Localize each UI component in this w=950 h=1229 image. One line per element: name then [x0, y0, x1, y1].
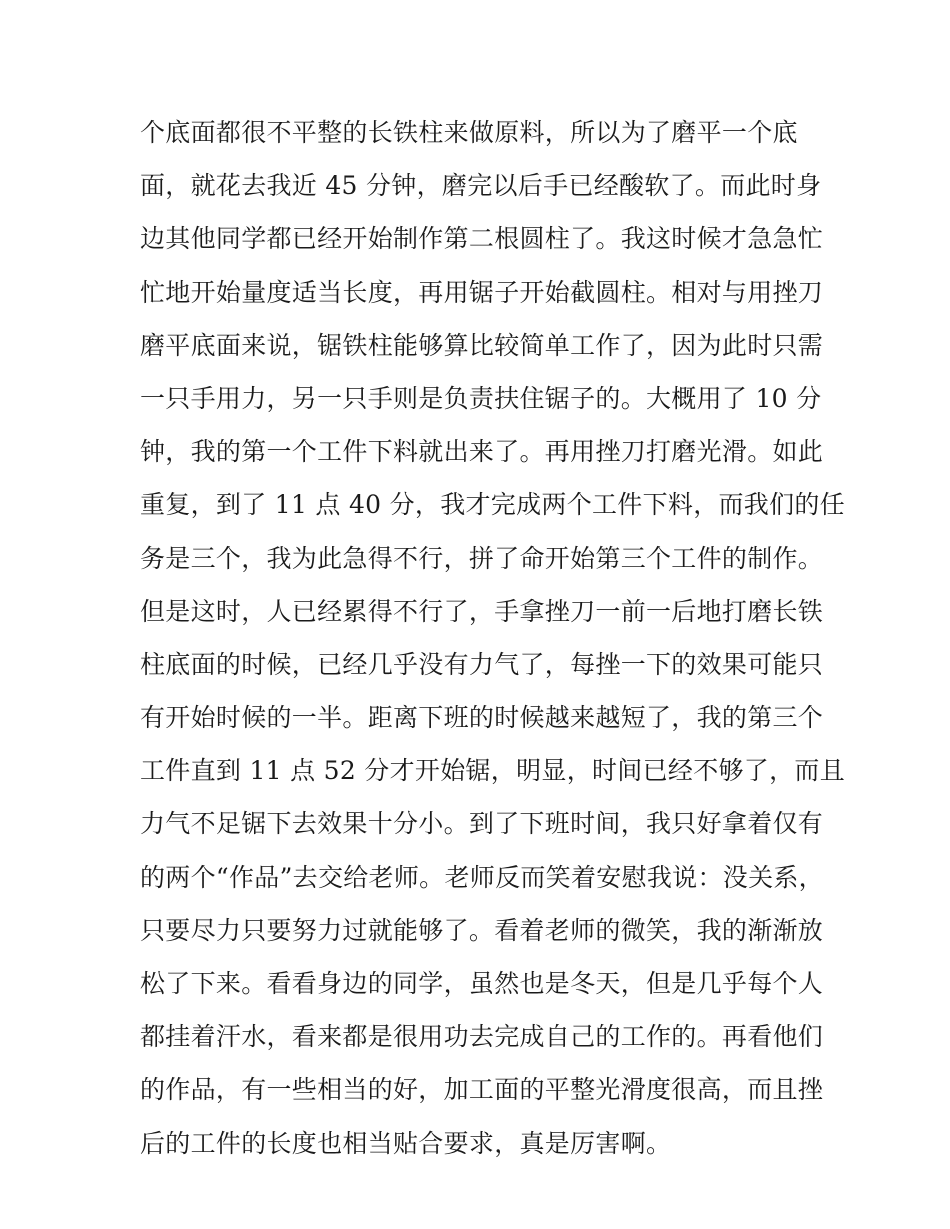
- text-line-8: 重复，到了 11 点 40 分，我才完成两个工件下料，而我们的任: [140, 490, 846, 520]
- text-line-4: 忙地开始量度适当长度，再用锯子开始截圆柱。相对与用挫刀: [140, 277, 824, 307]
- body-paragraph: [140, 106, 846, 1170]
- text-line-6: 一只手用力，另一只手则是负责扶住锯子的。大概用了 10 分: [140, 383, 822, 413]
- text-line-17: 松了下来。看看身边的同学，虽然也是冬天，但是几乎每个人: [140, 969, 824, 998]
- text-line-16: 只要尽力只要努力过就能够了。看着老师的微笑，我的渐渐放: [140, 915, 824, 945]
- text-line-11: 柱底面的时候，已经几乎没有力气了，每挫一下的效果可能只: [140, 649, 824, 679]
- text-line-3: 边其他同学都已经开始制作第二根圆柱了。我这时候才急急忙: [140, 224, 824, 254]
- text-line-15: 的两个“作品”去交给老师。老师反而笑着安慰我说：没关系，: [140, 862, 824, 892]
- text-line-18: 都挂着汗水，看来都是很用功去完成自己的工作的。再看他们: [140, 1022, 824, 1052]
- text-line-1: 个底面都很不平整的长铁柱来做原料，所以为了磨平一个底: [140, 118, 798, 147]
- text-line-9: 务是三个，我为此急得不行，拼了命开始第三个工件的制作。: [140, 543, 824, 573]
- text-line-14: 力气不足锯下去效果十分小。到了下班时间，我只好拿着仅有: [140, 809, 824, 839]
- text-line-13: 工件直到 11 点 52 分才开始锯，明显，时间已经不够了，而且: [140, 756, 846, 786]
- text-line-20: 后的工件的长度也相当贴合要求，真是厉害啊。: [140, 1128, 672, 1158]
- text-line-19: 的作品，有一些相当的好，加工面的平整光滑度很高，而且挫: [140, 1075, 824, 1105]
- text-line-2: 面，就花去我近 45 分钟，磨完以后手已经酸软了。而此时身: [140, 171, 822, 201]
- text-line-5: 磨平底面来说，锯铁柱能够算比较简单工作了，因为此时只需: [140, 330, 824, 360]
- text-line-7: 钟，我的第一个工件下料就出来了。再用挫刀打磨光滑。如此: [140, 437, 824, 467]
- text-line-12: 有开始时候的一半。距离下班的时候越来越短了，我的第三个: [140, 703, 824, 733]
- text-line-10: 但是这时，人已经累得不行了，手拿挫刀一前一后地打磨长铁: [140, 596, 824, 626]
